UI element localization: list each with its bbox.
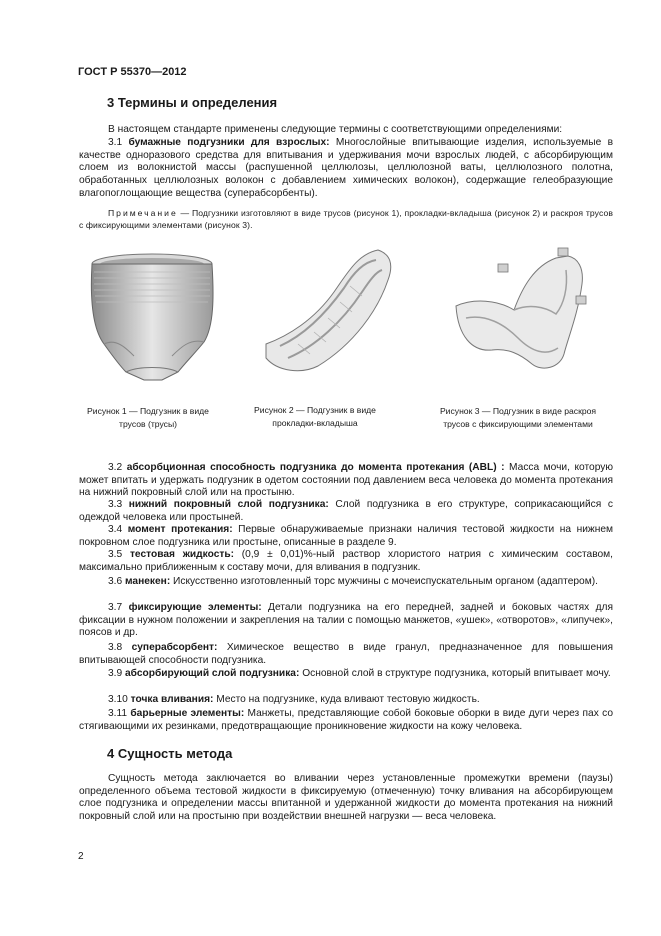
figure-1-caption: Рисунок 1 — Подгузник в виде трусов (трусы) <box>87 406 209 429</box>
term-definition: Масса мочи, которую может впитать и удержать подгузник в одетом состоянии под давлением веса человека до момента протекания на нижний покровный слой или на простыню. <box>79 462 613 499</box>
term-name: тестовая жидкость: <box>129 549 235 560</box>
figure-2-insert-image <box>258 240 398 380</box>
term-definition: Место на подгузнике, куда вливают тестовую жидкость. <box>213 694 480 705</box>
term-name: нижний покровный слой подгузника: <box>128 499 329 510</box>
term-number: 3.1 <box>108 137 123 148</box>
term-3-7 <box>79 602 613 640</box>
term-definition: Основной слой в структуре подгузника, который впитывает мочу. <box>299 668 611 679</box>
term-name: абсорбирующий слой подгузника: <box>125 668 300 679</box>
section-4-text: Сущность метода заключается во вливании через установленные промежутки времени (паузы) определенного объема тестовой жидкости в фиксируемую (отмеченную) точку вливания на абсорбирующем слое подгузника и определении массы впитанной и удержанной жидкости до момента протекания на нижний покровный слой или на простыню при воздействии внешней нагрузки — веса человека. <box>79 773 613 823</box>
term-name: манекен: <box>125 576 171 587</box>
term-name: суперабсорбент: <box>131 642 218 653</box>
term-3-1 <box>79 137 613 201</box>
term-name: бумажные подгузники для взрослых: <box>128 137 330 148</box>
term-3-4 <box>79 524 613 549</box>
term-number: 3.8 <box>108 642 123 653</box>
section-3-intro: В настоящем стандарте применены следующие термины с соответствующими определениями: <box>108 124 563 135</box>
term-number: 3.2 <box>108 462 123 473</box>
figure-2-caption: Рисунок 2 — Подгузник в виде прокладки-вкладыша <box>254 405 376 428</box>
tab-icon <box>498 264 508 272</box>
note <box>79 207 613 231</box>
term-definition: (0,9 ± 0,01)%-ный раствор хлористого натрия с химическим составом, максимально приближенным к составу мочи, для вливания в подгузник. <box>79 549 613 573</box>
figure-1-pants-image <box>86 248 220 388</box>
term-3-3 <box>79 499 613 524</box>
term-number: 3.7 <box>108 602 123 613</box>
tab-icon <box>558 248 568 256</box>
term-number: 3.4 <box>108 524 123 535</box>
page-number: 2 <box>78 851 84 862</box>
term-number: 3.9 <box>108 668 123 679</box>
note-text: — Подгузники изготовляют в виде трусов (рисунок 1), прокладки-вкладыша (рисунок 2) и раскроя трусов с фиксирующими элементами (рисунок 3). <box>79 208 613 230</box>
term-3-11 <box>79 708 613 733</box>
section-4-title: 4 Сущность метода <box>107 746 233 761</box>
term-3-10 <box>79 694 613 707</box>
document-header: ГОСТ Р 55370—2012 <box>78 66 187 78</box>
term-name: фиксирующие элементы: <box>128 602 262 613</box>
section-3-title: 3 Термины и определения <box>107 95 278 110</box>
term-number: 3.3 <box>108 499 123 510</box>
term-definition: Манжеты, представляющие собой боковые оборки в виде дуги через пах со стягивающими их резинками, предотвращающие проникновение жидкости на кожу человека. <box>79 708 613 732</box>
term-number: 3.6 <box>108 576 123 587</box>
term-definition: Детали подгузника на его передней, задней и боковых частях для фиксации в нужном положении и закрепления на талии с помощью манжетов, «ушек», «отворотов», «липучек», поясов и др. <box>79 602 613 639</box>
term-number: 3.5 <box>108 549 123 560</box>
term-name: момент протекания: <box>127 524 233 535</box>
note-label: Примечание <box>108 208 178 218</box>
term-name: абсорбционная способность подгузника до момента протекания (ABL) : <box>126 462 505 473</box>
term-definition: Многослойные впитывающие изделия, используемые в качестве одноразового средства для впитывания и удерживания мочи взрослых людей, с абсорбирующим слоем из волокнистой массы (распушенной целлюлозы, целлюлозной ваты, целлюлозного полотна, обработанных целлюлозных волокон с добавлением химических волокон), содержащие гелеобразующие влагопоглощающие вещества (суперабсорбенты). <box>79 137 613 199</box>
figure-3-caption: Рисунок 3 — Подгузник в виде раскроя трусов с фиксирующими элементами <box>439 406 597 429</box>
term-3-2 <box>79 462 613 500</box>
term-3-9 <box>79 668 613 681</box>
term-name: точка вливания: <box>130 694 214 705</box>
term-name: барьерные элементы: <box>130 708 245 719</box>
term-3-6 <box>79 576 613 589</box>
tab-icon <box>576 296 586 304</box>
term-definition: Искусственно изготовленный торс мужчины с мочеиспускательным органом (адаптером). <box>170 576 598 587</box>
term-definition: Химическое вещество в виде гранул, предназначенное для повышения впитывающей способности подгузника. <box>79 642 613 666</box>
term-definition: Первые обнаруживаемые признаки наличия тестовой жидкости на нижнем покровном слое подгузника или простыне, описанные в разделе 9. <box>79 524 613 548</box>
figure-3-brief-image <box>452 244 596 384</box>
term-number: 3.11 <box>108 708 128 719</box>
term-number: 3.10 <box>108 694 128 705</box>
term-3-5 <box>79 549 613 574</box>
term-definition: Слой подгузника в его структуре, соприкасающийся с одеждой человека или простыней. <box>79 499 613 523</box>
term-3-8 <box>79 642 613 667</box>
